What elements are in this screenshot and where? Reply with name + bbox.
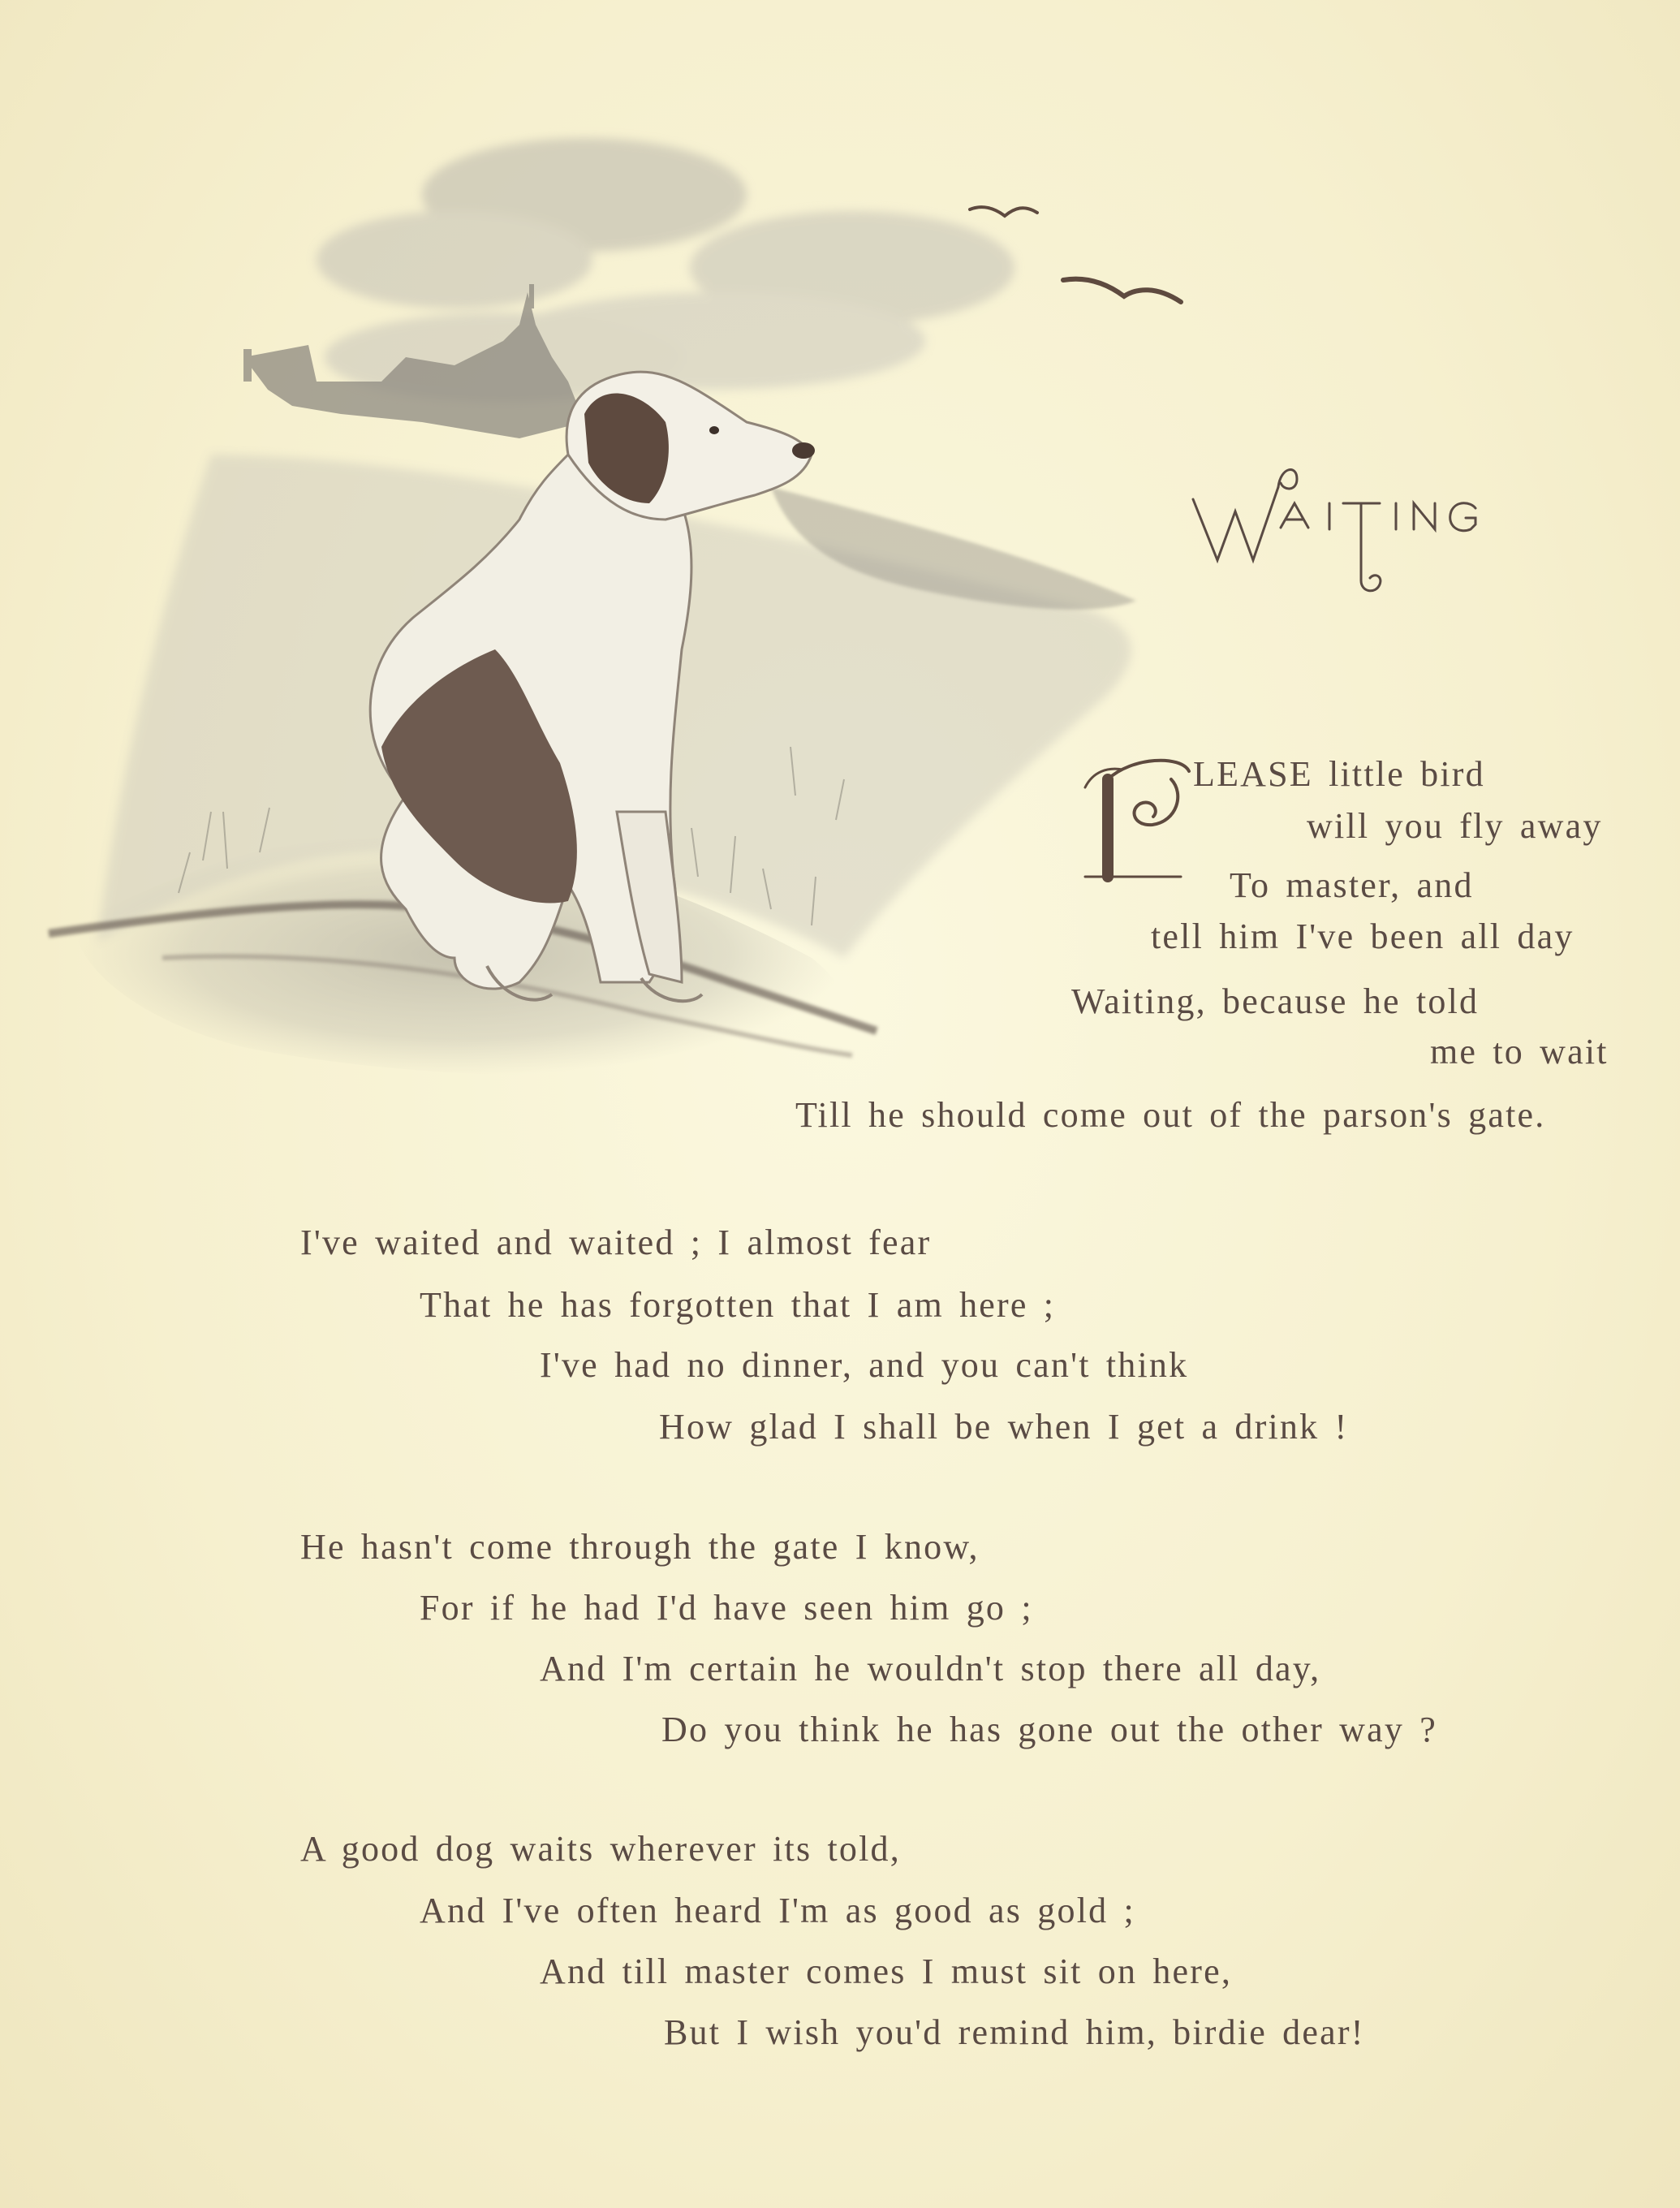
stanza3-line1: He hasn't come through the gate I know, [300,1527,980,1567]
stanza1-line3: To master, and [1230,865,1474,905]
stanza2-line4: How glad I shall be when I get a drink ! [659,1407,1349,1447]
stanza1-line4: tell him I've been all day [1151,916,1574,956]
stanza1-line1: LEASE little bird [1193,754,1485,794]
stanza4-line4: But I wish you'd remind him, birdie dear! [664,2012,1365,2052]
stanza1-line6: me to wait [1430,1032,1609,1072]
stanza4-line1: A good dog waits wherever its told, [300,1829,901,1869]
stanza1-line2: will you fly away [1307,806,1603,846]
title-lettering [1185,455,1526,617]
stanza2-line2: That he has forgotten that I am here ; [420,1285,1056,1325]
stanza1-line5: Waiting, because he told [1071,981,1480,1021]
stanza1-line7: Till he should come out of the parson's gate. [795,1095,1546,1135]
dog-illustration [0,0,1217,1177]
stanza4-line3: And till master comes I must sit on here, [540,1951,1233,1991]
stanza3-line3: And I'm certain he wouldn't stop there all day, [540,1649,1321,1688]
stanza4-line2: And I've often heard I'm as good as gold ; [420,1891,1135,1930]
village [243,284,584,438]
stanza2-line3: I've had no dinner, and you can't think [540,1345,1189,1385]
stanza3-line2: For if he had I'd have seen him go ; [420,1588,1033,1628]
drop-cap-p [1075,747,1197,893]
stanza2-line1: I've waited and waited ; I almost fear [300,1223,932,1262]
stanza3-line4: Do you think he has gone out the other way ? [661,1710,1437,1749]
